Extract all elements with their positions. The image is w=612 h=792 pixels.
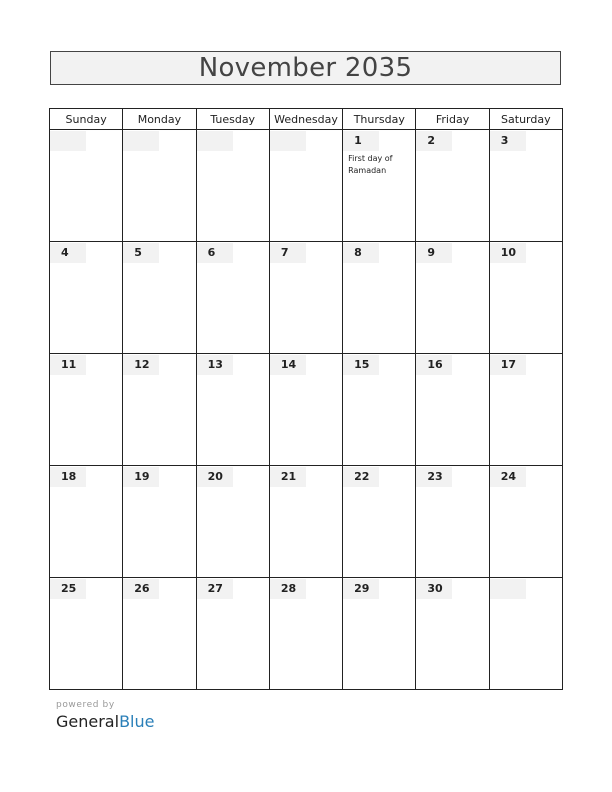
day-number: 16 bbox=[416, 355, 452, 375]
page-title: November 2035 bbox=[198, 53, 413, 83]
week-row bbox=[50, 130, 563, 242]
weekday-header: Wednesday bbox=[269, 109, 342, 130]
day-number: 28 bbox=[270, 579, 306, 599]
holiday-event: First day of Ramadan bbox=[348, 154, 393, 175]
day-number: 12 bbox=[123, 355, 159, 375]
day-number: 23 bbox=[416, 467, 452, 487]
day-cell bbox=[123, 242, 196, 354]
day-number bbox=[197, 131, 233, 151]
day-cell bbox=[416, 130, 489, 242]
day-number: 13 bbox=[197, 355, 233, 375]
day-number: 26 bbox=[123, 579, 159, 599]
day-number: 18 bbox=[50, 467, 86, 487]
weekday-header: Sunday bbox=[50, 109, 123, 130]
day-cell bbox=[416, 578, 489, 690]
day-number: 10 bbox=[490, 243, 526, 263]
day-cell bbox=[123, 130, 196, 242]
day-number: 4 bbox=[50, 243, 86, 263]
day-cell bbox=[123, 354, 196, 466]
day-number bbox=[50, 131, 86, 151]
day-number: 2 bbox=[416, 131, 452, 151]
day-cell bbox=[196, 354, 269, 466]
day-number bbox=[490, 579, 526, 599]
week-row bbox=[50, 242, 563, 354]
day-number: 22 bbox=[343, 467, 379, 487]
day-cell bbox=[269, 130, 342, 242]
day-cell bbox=[269, 242, 342, 354]
weekday-header: Saturday bbox=[489, 109, 562, 130]
day-cell bbox=[50, 354, 123, 466]
day-number: 27 bbox=[197, 579, 233, 599]
calendar-grid bbox=[49, 108, 563, 690]
day-cell bbox=[196, 130, 269, 242]
day-number: 21 bbox=[270, 467, 306, 487]
title-banner bbox=[50, 51, 561, 85]
day-cell bbox=[489, 130, 562, 242]
day-cell bbox=[50, 578, 123, 690]
day-cell bbox=[489, 466, 562, 578]
weekday-header: Tuesday bbox=[196, 109, 269, 130]
week-row bbox=[50, 354, 563, 466]
day-number: 1 bbox=[343, 131, 379, 151]
day-cell bbox=[416, 354, 489, 466]
day-cell bbox=[50, 242, 123, 354]
day-number: 14 bbox=[270, 355, 306, 375]
day-cell bbox=[489, 578, 562, 690]
day-cell bbox=[489, 242, 562, 354]
day-number: 6 bbox=[197, 243, 233, 263]
day-number: 19 bbox=[123, 467, 159, 487]
day-cell bbox=[343, 354, 416, 466]
day-cell bbox=[343, 466, 416, 578]
day-number: 7 bbox=[270, 243, 306, 263]
week-row bbox=[50, 466, 563, 578]
weekday-header: Friday bbox=[416, 109, 489, 130]
day-number: 5 bbox=[123, 243, 159, 263]
day-cell bbox=[269, 354, 342, 466]
day-cell bbox=[489, 354, 562, 466]
day-cell bbox=[343, 242, 416, 354]
weekday-header-row bbox=[50, 109, 563, 130]
day-cell bbox=[343, 578, 416, 690]
day-cell bbox=[196, 466, 269, 578]
day-cell bbox=[196, 578, 269, 690]
week-row bbox=[50, 578, 563, 690]
day-number: 11 bbox=[50, 355, 86, 375]
day-cell bbox=[416, 242, 489, 354]
day-number: 3 bbox=[490, 131, 526, 151]
day-number: 24 bbox=[490, 467, 526, 487]
powered-by-label: powered by bbox=[56, 700, 115, 710]
day-number: 25 bbox=[50, 579, 86, 599]
day-number: 15 bbox=[343, 355, 379, 375]
day-cell bbox=[269, 578, 342, 690]
day-cell bbox=[50, 466, 123, 578]
day-cell bbox=[50, 130, 123, 242]
day-cell bbox=[123, 466, 196, 578]
day-cell bbox=[269, 466, 342, 578]
day-number: 9 bbox=[416, 243, 452, 263]
day-cell bbox=[343, 130, 416, 242]
brand-name-blue: Blue bbox=[119, 712, 155, 731]
day-cell bbox=[123, 578, 196, 690]
day-cell bbox=[416, 466, 489, 578]
weekday-header: Monday bbox=[123, 109, 196, 130]
footer bbox=[56, 700, 154, 731]
day-number: 29 bbox=[343, 579, 379, 599]
day-number: 17 bbox=[490, 355, 526, 375]
day-number bbox=[270, 131, 306, 151]
day-cell bbox=[196, 242, 269, 354]
brand-name-general: General bbox=[56, 712, 120, 731]
day-number: 20 bbox=[197, 467, 233, 487]
day-number: 8 bbox=[343, 243, 379, 263]
day-number bbox=[123, 131, 159, 151]
day-number: 30 bbox=[416, 579, 452, 599]
brand-logo[interactable] bbox=[56, 712, 154, 731]
weekday-header: Thursday bbox=[343, 109, 416, 130]
